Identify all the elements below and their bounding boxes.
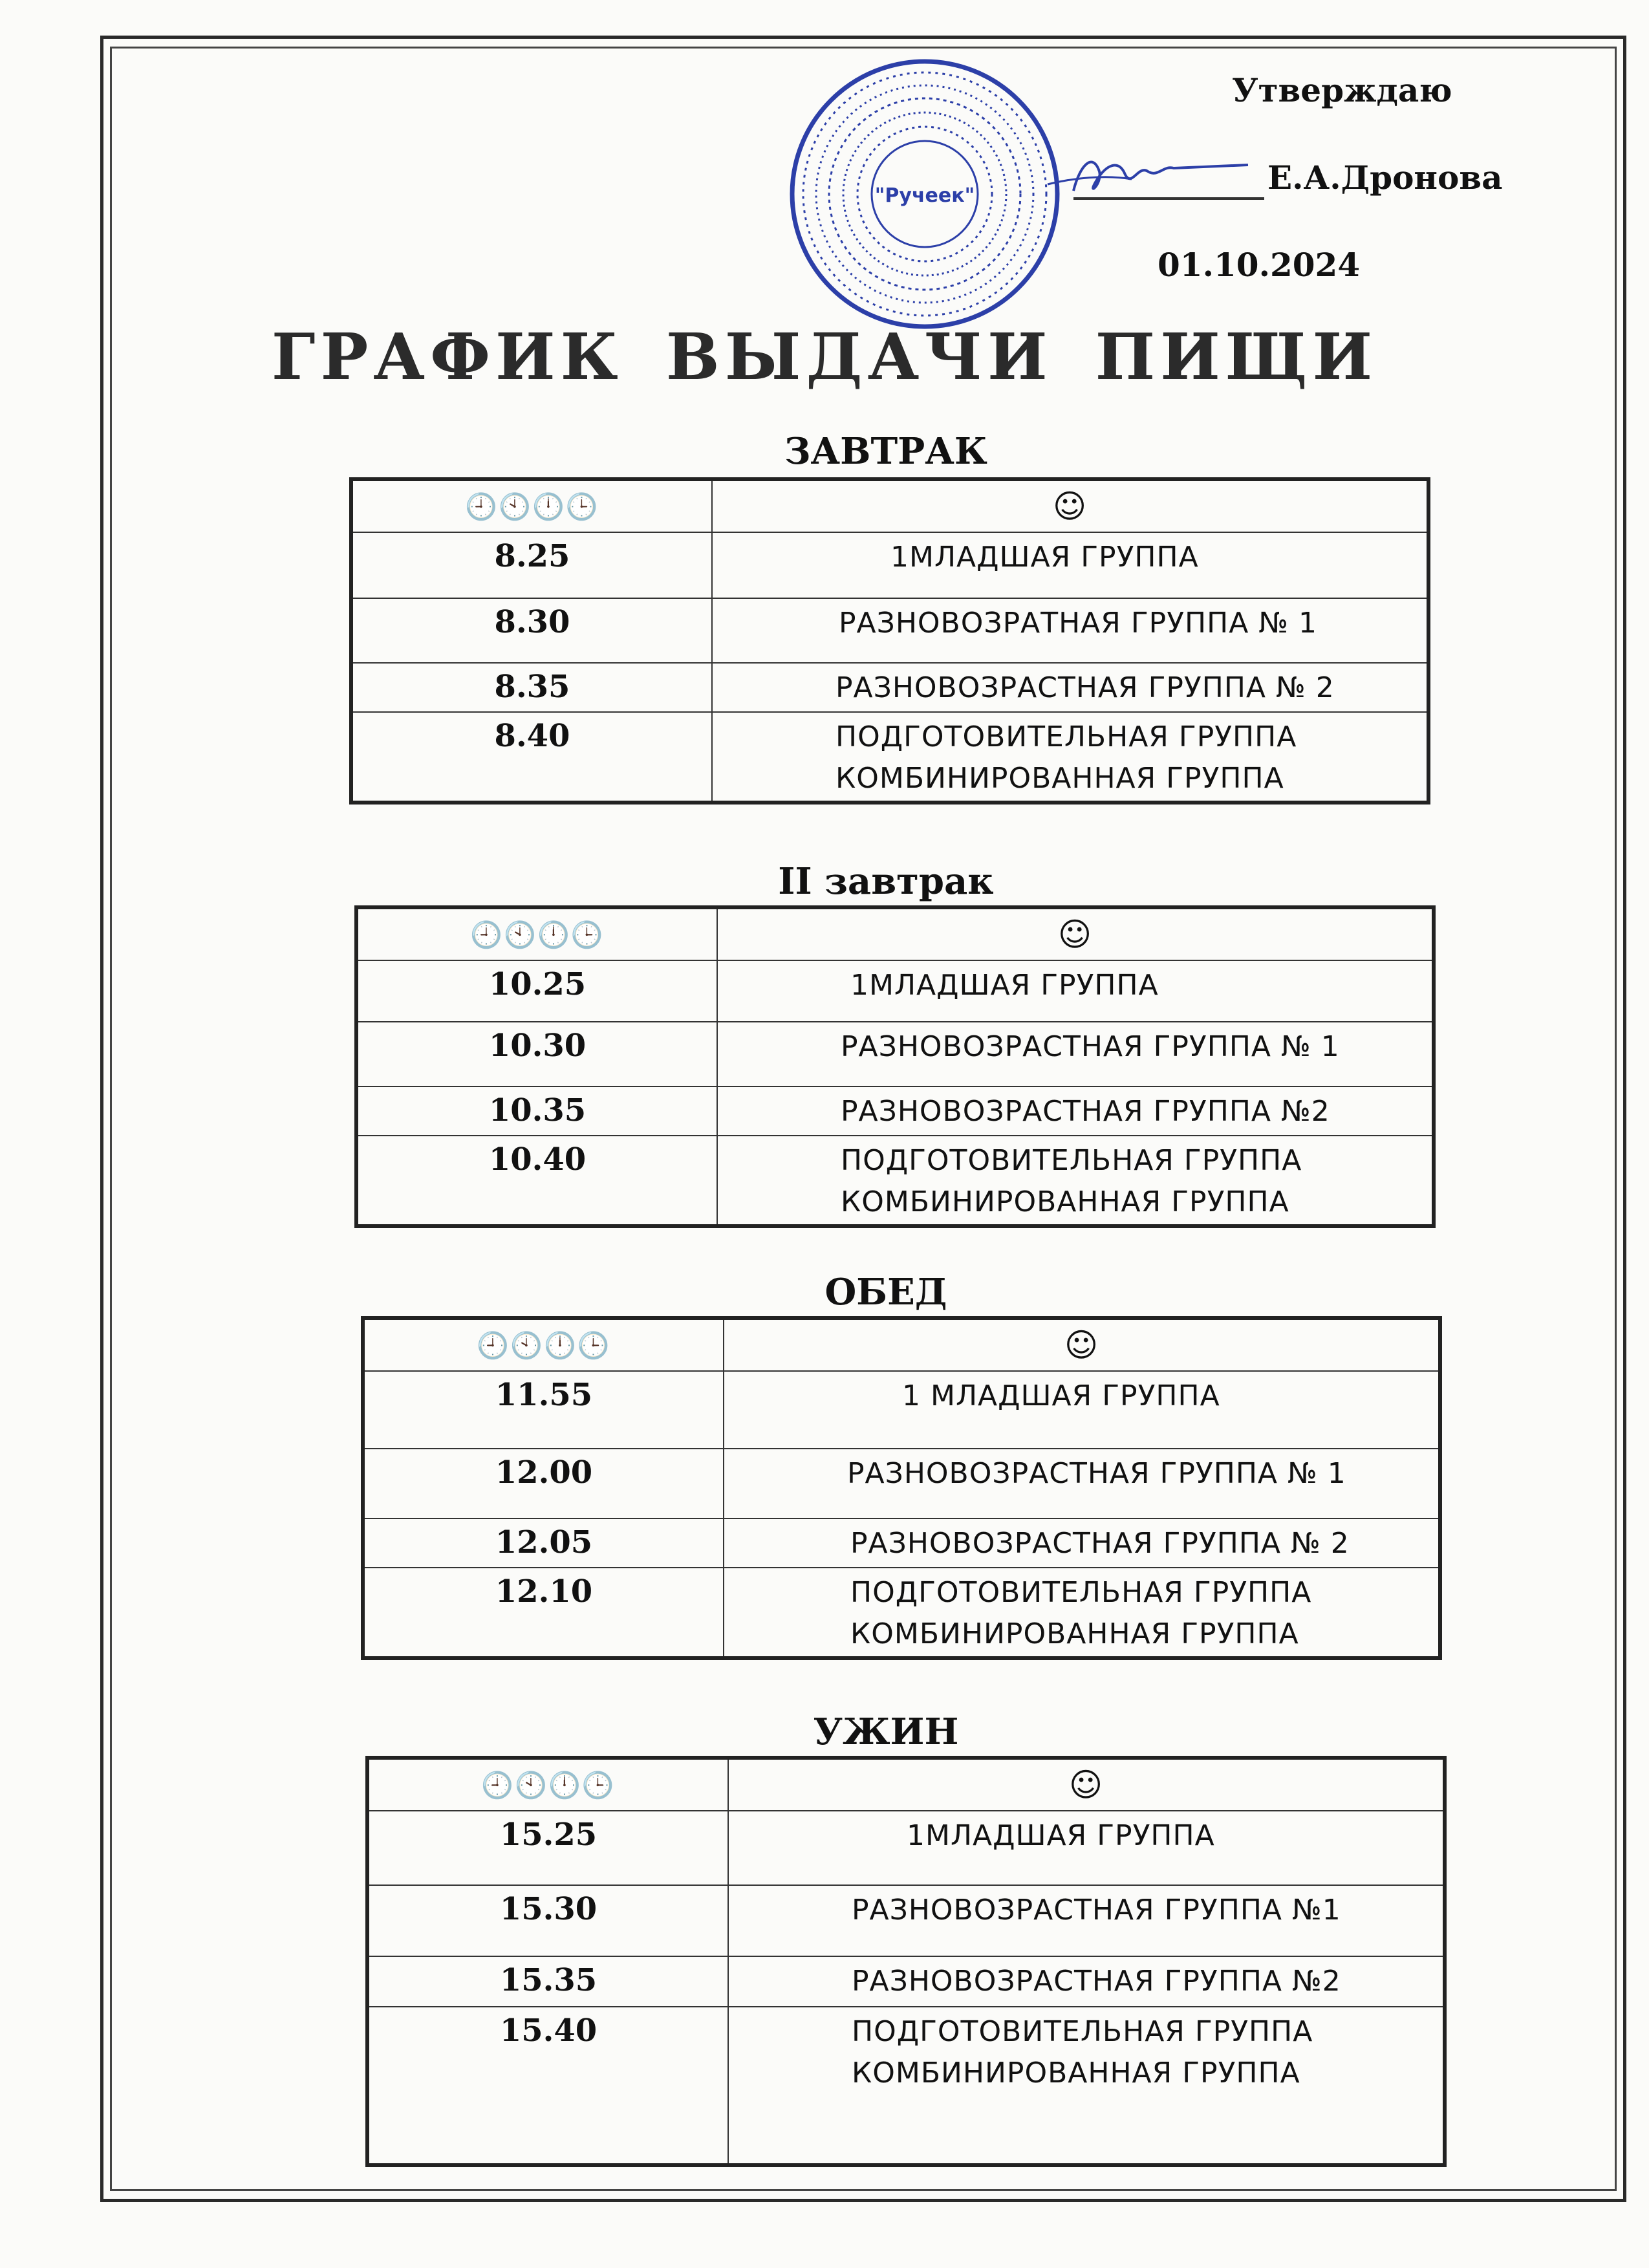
group-name: РАЗНОВОЗРАСТНАЯ ГРУППА №2 [852,1965,1341,1998]
group-name: РАЗНОВОЗРАСТНАЯ ГРУППА № 2 [835,671,1335,704]
group-cell [717,1136,1434,1226]
group-name: 1МЛАДШАЯ ГРУППА [850,969,1159,1002]
group-cell [724,1568,1440,1658]
group-cell [712,532,1428,598]
time-cell: 8.35 [351,663,712,712]
group-name: КОМБИНИРОВАННАЯ ГРУППА [852,2057,1300,2090]
time-cell: 11.55 [363,1371,724,1449]
smiley-icon: ☺ [717,907,1434,960]
group-name: РАЗНОВОЗРАТНАЯ ГРУППА № 1 [839,607,1318,640]
schedule-table-lunch [361,1316,1442,1660]
time-cell: 12.05 [363,1518,724,1568]
clock-icons: 🕘🕙🕛🕒 [356,907,717,960]
schedule-table-second-breakfast [354,905,1436,1228]
seal-stamp [782,52,1067,336]
group-name: 1МЛАДШАЯ ГРУППА [890,541,1199,574]
group-cell [717,960,1434,1022]
group-name: РАЗНОВОЗРАСТНАЯ ГРУППА № 1 [841,1030,1340,1063]
schedule-table-breakfast [349,477,1430,805]
group-name: КОМБИНИРОВАННАЯ ГРУППА [850,1617,1299,1650]
group-name: ПОДГОТОВИТЕЛЬНАЯ ГРУППА [841,1144,1302,1177]
group-name: КОМБИНИРОВАННАЯ ГРУППА [835,762,1284,795]
group-cell [717,1022,1434,1086]
clock-icons: 🕘🕙🕛🕒 [363,1318,724,1371]
time-cell: 12.10 [363,1568,724,1658]
group-cell [724,1371,1440,1449]
group-cell [712,712,1428,803]
time-cell: 8.40 [351,712,712,803]
group-name: 1 МЛАДШАЯ ГРУППА [902,1379,1220,1412]
group-cell [728,1885,1445,1956]
group-name: РАЗНОВОЗРАСТНАЯ ГРУППА № 1 [847,1457,1346,1490]
section-title-breakfast: ЗАВТРАК [784,430,987,473]
time-cell: 8.25 [351,532,712,598]
group-name: ПОДГОТОВИТЕЛЬНАЯ ГРУППА [852,2015,1313,2048]
approver-name: Е.А.Дронова [1267,158,1503,197]
time-cell: 15.40 [367,2007,728,2165]
group-name: РАЗНОВОЗРАСТНАЯ ГРУППА №1 [852,1894,1341,1927]
time-cell: 10.30 [356,1022,717,1086]
smiley-icon: ☺ [728,1758,1445,1811]
smiley-icon: ☺ [724,1318,1440,1371]
group-name: ПОДГОТОВИТЕЛЬНАЯ ГРУППА [835,720,1297,753]
group-cell [717,1086,1434,1136]
approval-title: Утверждаю [1232,71,1452,109]
time-cell: 10.35 [356,1086,717,1136]
group-name: 1МЛАДШАЯ ГРУППА [907,1819,1215,1852]
smiley-icon: ☺ [712,479,1428,532]
approval-date: 01.10.2024 [1158,246,1361,284]
time-cell: 10.40 [356,1136,717,1226]
group-cell [728,1811,1445,1885]
clock-icons: 🕘🕙🕛🕒 [367,1758,728,1811]
group-cell [724,1449,1440,1518]
section-title-lunch: ОБЕД [824,1271,947,1313]
time-cell: 15.25 [367,1811,728,1885]
group-cell [724,1518,1440,1568]
signature-line [1073,197,1264,200]
document-title: ГРАФИК ВЫДАЧИ ПИЩИ [271,320,1378,394]
section-title-second-breakfast: II завтрак [778,860,994,903]
stamp-center-text: "Ручеек" [874,184,975,207]
group-name: КОМБИНИРОВАННАЯ ГРУППА [841,1185,1289,1218]
time-cell: 10.25 [356,960,717,1022]
group-cell [712,598,1428,663]
group-name: РАЗНОВОЗРАСТНАЯ ГРУППА №2 [841,1095,1330,1128]
group-cell [728,1956,1445,2007]
clock-icons: 🕘🕙🕛🕒 [351,479,712,532]
time-cell: 12.00 [363,1449,724,1518]
time-cell: 15.35 [367,1956,728,2007]
schedule-table-dinner [365,1756,1447,2167]
group-name: ПОДГОТОВИТЕЛЬНАЯ ГРУППА [850,1576,1312,1609]
group-name: РАЗНОВОЗРАСТНАЯ ГРУППА № 2 [850,1527,1350,1560]
time-cell: 15.30 [367,1885,728,1956]
section-title-dinner: УЖИН [813,1711,959,1753]
group-cell [728,2007,1445,2165]
time-cell: 8.30 [351,598,712,663]
group-cell [712,663,1428,712]
